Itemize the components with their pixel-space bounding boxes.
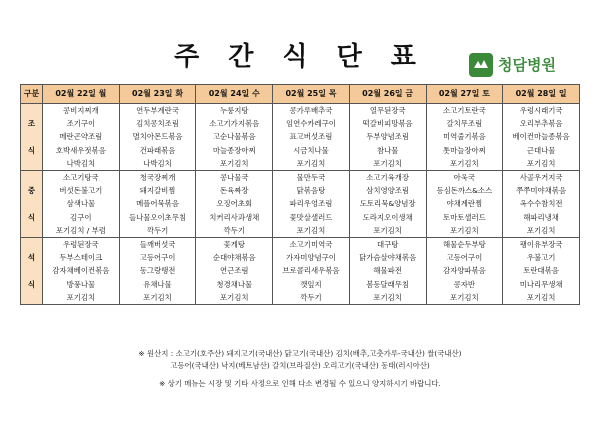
header-day-sat: 02월 27일 토 — [426, 85, 503, 104]
menu-item: 톳마늘장아찌 — [442, 145, 486, 155]
meal-label-char: 식 — [27, 146, 36, 155]
change-notice: ※ 상기 메뉴는 시장 및 기타 사정으로 인해 다소 변경될 수 있으니 양지하시기 바랍니다. — [159, 379, 441, 388]
menu-item: 소고기가지볶음 — [209, 119, 260, 129]
menu-item: 해물파전 — [373, 266, 402, 276]
menu-item: 물만두국 — [296, 173, 326, 183]
meal-label-breakfast — [21, 104, 43, 171]
meal-row-dinner — [21, 238, 580, 305]
menu-item: 오징어초회 — [216, 199, 253, 209]
menu-item: 청경채나물 — [216, 279, 253, 289]
menu-item: 소고기미역국 — [289, 240, 333, 250]
menu-item: 고등어구이 — [446, 253, 483, 263]
menu-item: 브로콜리새우볶음 — [282, 266, 340, 276]
hospital-name: 청담병원 — [498, 56, 556, 74]
menu-item: 깍두기 — [223, 225, 245, 235]
menu-item: 깍두기 — [146, 225, 169, 235]
menu-cell — [273, 238, 350, 305]
menu-item: 해파리냉채 — [523, 212, 559, 222]
menu-cell — [196, 104, 273, 171]
hospital-logo-sub: BUSAN — [469, 72, 491, 78]
menu-cell — [273, 171, 350, 238]
menu-item: 열무된장국 — [369, 106, 406, 115]
menu-item: 해물순두부탕 — [442, 240, 486, 250]
menu-item: 야채계란찜 — [446, 199, 483, 209]
menu-item: 봄동달래무침 — [366, 279, 410, 289]
menu-item: 들깨버섯국 — [139, 240, 176, 250]
menu-item: 닭볶음탕 — [296, 186, 326, 196]
menu-item: 오리부추볶음 — [519, 119, 563, 129]
menu-item: 방풍나물 — [66, 279, 96, 289]
menu-item: 연근조림 — [219, 266, 249, 276]
menu-item: 멸치아몬드볶음 — [132, 132, 183, 142]
menu-item: 순대야채볶음 — [212, 253, 256, 263]
menu-item: 포기김치 — [219, 292, 249, 302]
menu-item: 포기김치 — [373, 292, 402, 302]
header-day-tue: 02월 23일 화 — [119, 85, 196, 104]
menu-cell — [273, 104, 350, 171]
menu-item: 콩자반 — [453, 279, 476, 289]
menu-cell — [43, 238, 120, 305]
header-day-thu: 02월 25일 목 — [273, 85, 350, 104]
menu-cell — [119, 104, 196, 171]
menu-item: 돈육짜장 — [219, 186, 249, 196]
menu-item: 꽃맛살샐러드 — [289, 212, 333, 222]
menu-cell — [196, 238, 273, 305]
menu-item: 김구이 — [70, 212, 92, 222]
menu-item: 소고기토란국 — [442, 106, 486, 115]
menu-item: 미나리무생채 — [519, 279, 563, 289]
menu-item: 깻잎지 — [300, 279, 322, 289]
meal-label-char: 식 — [27, 213, 36, 223]
meal-label-char: 석 — [27, 253, 36, 263]
menu-item: 갈치무조림 — [446, 119, 483, 129]
header-day-mon: 02월 22일 월 — [43, 85, 120, 104]
menu-item: 메플어묵볶음 — [136, 199, 179, 209]
menu-item: 임연수카레구이 — [285, 119, 336, 129]
menu-item: 포기김치 — [296, 225, 326, 235]
menu-item: 콩가루배추국 — [289, 106, 333, 115]
menu-item: 누룽지탕 — [219, 106, 249, 115]
menu-cell — [503, 238, 580, 305]
menu-item: 쭈쭈미야채볶음 — [516, 186, 567, 196]
menu-item: 포기김치 — [526, 225, 556, 235]
menu-item: 삼치영양조림 — [366, 186, 410, 196]
menu-item: 콩비지찌개 — [63, 106, 99, 115]
meal-label-lunch — [21, 171, 43, 238]
header-day-fri: 02월 26일 금 — [349, 85, 426, 104]
menu-item: 아욱국 — [453, 173, 476, 183]
menu-item: 건파래볶음 — [139, 145, 176, 155]
menu-item: 우렁된장국 — [63, 240, 99, 250]
menu-item: 감자채베이컨볶음 — [52, 266, 110, 276]
menu-item: 가자미양념구이 — [285, 253, 336, 263]
menu-item: 시금치나물 — [293, 145, 329, 155]
menu-item: 치커리사과생채 — [209, 212, 260, 222]
menu-item: 조기구이 — [66, 119, 96, 129]
menu-item: 김치콩치조림 — [136, 119, 179, 129]
menu-item: 돼지갈비찜 — [139, 186, 176, 196]
menu-item: 우렁시래기국 — [519, 106, 563, 115]
menu-item: 포기김치 — [450, 158, 479, 168]
meal-row-breakfast — [21, 104, 580, 171]
menu-item: 두부양념조림 — [366, 132, 410, 142]
menu-cell — [43, 104, 120, 171]
menu-cell — [426, 238, 503, 305]
header-gubun: 구분 — [21, 85, 43, 104]
menu-item: 도라지오이생채 — [362, 212, 413, 222]
origin-note-line2: 고등어(국내산) 낙지(베트남산) 갈치(브라질산) 오리고기(국내산) 동태(러시아산) — [170, 361, 430, 370]
menu-cell — [349, 104, 426, 171]
menu-item: 포기김치 — [296, 158, 326, 168]
menu-item: 고등어구이 — [139, 253, 176, 263]
menu-item: 나박김치 — [66, 158, 96, 168]
menu-cell — [119, 238, 196, 305]
menu-item: 떡갈비피망볶음 — [362, 119, 413, 129]
menu-item: 나박김치 — [143, 158, 172, 168]
menu-item: 베이컨마늘종볶음 — [512, 132, 570, 142]
menu-item: 연두부계란국 — [136, 106, 179, 115]
menu-item: 청국장찌개 — [139, 173, 176, 183]
meal-label-char: 조 — [27, 119, 36, 128]
menu-item: 삼색나물 — [66, 199, 96, 209]
menu-item: 닭가슴살야채볶음 — [359, 253, 417, 263]
menu-item: 버섯돈불고기 — [59, 186, 103, 196]
menu-cell — [196, 171, 273, 238]
menu-item: 옥수수참치전 — [519, 199, 563, 209]
menu-item: 사골우거지국 — [519, 173, 563, 183]
menu-item: 메란곤약조림 — [59, 132, 103, 142]
menu-cell — [503, 104, 580, 171]
menu-item: 토란대볶음 — [523, 266, 559, 276]
weekly-menu-table — [20, 84, 580, 305]
menu-item: 포기김치 — [66, 292, 96, 302]
notes — [0, 348, 600, 390]
menu-item: 포기김치 — [219, 158, 249, 168]
menu-cell — [426, 171, 503, 238]
origin-note-line1: ※ 원산지 : 소고기(호주산) 돼지고기(국내산) 닭고기(국내산) 김치(배추,고춧가루-국내산) 쌀(국내산) — [138, 349, 462, 358]
menu-item: 두부스테이크 — [59, 253, 103, 263]
menu-item: 파리우엉조림 — [289, 199, 333, 209]
menu-item: 마늘종장아찌 — [212, 145, 256, 155]
menu-cell — [349, 238, 426, 305]
menu-item: 호박새우젓볶음 — [55, 145, 106, 155]
menu-item: 유채나물 — [143, 279, 172, 289]
menu-item: 포기김치 — [526, 158, 556, 168]
meal-row-lunch — [21, 171, 580, 238]
menu-item: 들나물오이초무침 — [128, 212, 187, 222]
menu-item: 포기김치 — [450, 292, 479, 302]
menu-item: 도토리묵&양념장 — [359, 199, 416, 209]
menu-cell — [119, 171, 196, 238]
meal-label-char: 식 — [27, 280, 36, 290]
menu-item: 동그랑땡전 — [139, 266, 176, 276]
menu-cell — [503, 171, 580, 238]
header-day-wed: 02월 24일 수 — [196, 85, 273, 104]
menu-item: 포기김치 — [450, 225, 479, 235]
menu-item: 대구탕 — [376, 240, 399, 250]
menu-item: 깍두기 — [300, 292, 322, 302]
menu-header-row — [21, 85, 580, 104]
menu-item: 참나물 — [376, 145, 399, 155]
menu-item: 꽃게탕 — [223, 240, 245, 250]
menu-item: 팽이유부장국 — [519, 240, 563, 250]
menu-item: 소고기육개장 — [366, 173, 410, 183]
menu-item: 등심돈까스&소스 — [436, 186, 493, 196]
menu-item: 포기김치 — [143, 292, 172, 302]
meal-label-dinner — [21, 238, 43, 305]
menu-item: 고순나물볶음 — [212, 132, 256, 142]
menu-item: 토마토샐러드 — [442, 212, 486, 222]
menu-cell — [349, 171, 426, 238]
menu-item: 표고버섯조림 — [289, 132, 333, 142]
menu-item: 포기김치 — [526, 292, 556, 302]
header-day-sun: 02월 28일 일 — [503, 85, 580, 104]
meal-label-char: 중 — [27, 186, 36, 196]
menu-item: 콩나물국 — [219, 173, 249, 183]
menu-cell — [43, 171, 120, 238]
menu-item: 포기김치 / 부럼 — [55, 225, 106, 235]
menu-item: 근대나물 — [526, 145, 556, 155]
menu-item: 미역줄기볶음 — [442, 132, 486, 142]
page-title: 주 간 식 단 표 — [174, 42, 426, 72]
menu-item: 우불고기 — [526, 253, 556, 263]
menu-item: 소고기탕국 — [63, 173, 99, 183]
menu-item: 포기김치 — [373, 158, 402, 168]
menu-cell — [426, 104, 503, 171]
menu-item: 포기김치 — [373, 225, 402, 235]
menu-item: 감자양파볶음 — [442, 266, 486, 276]
